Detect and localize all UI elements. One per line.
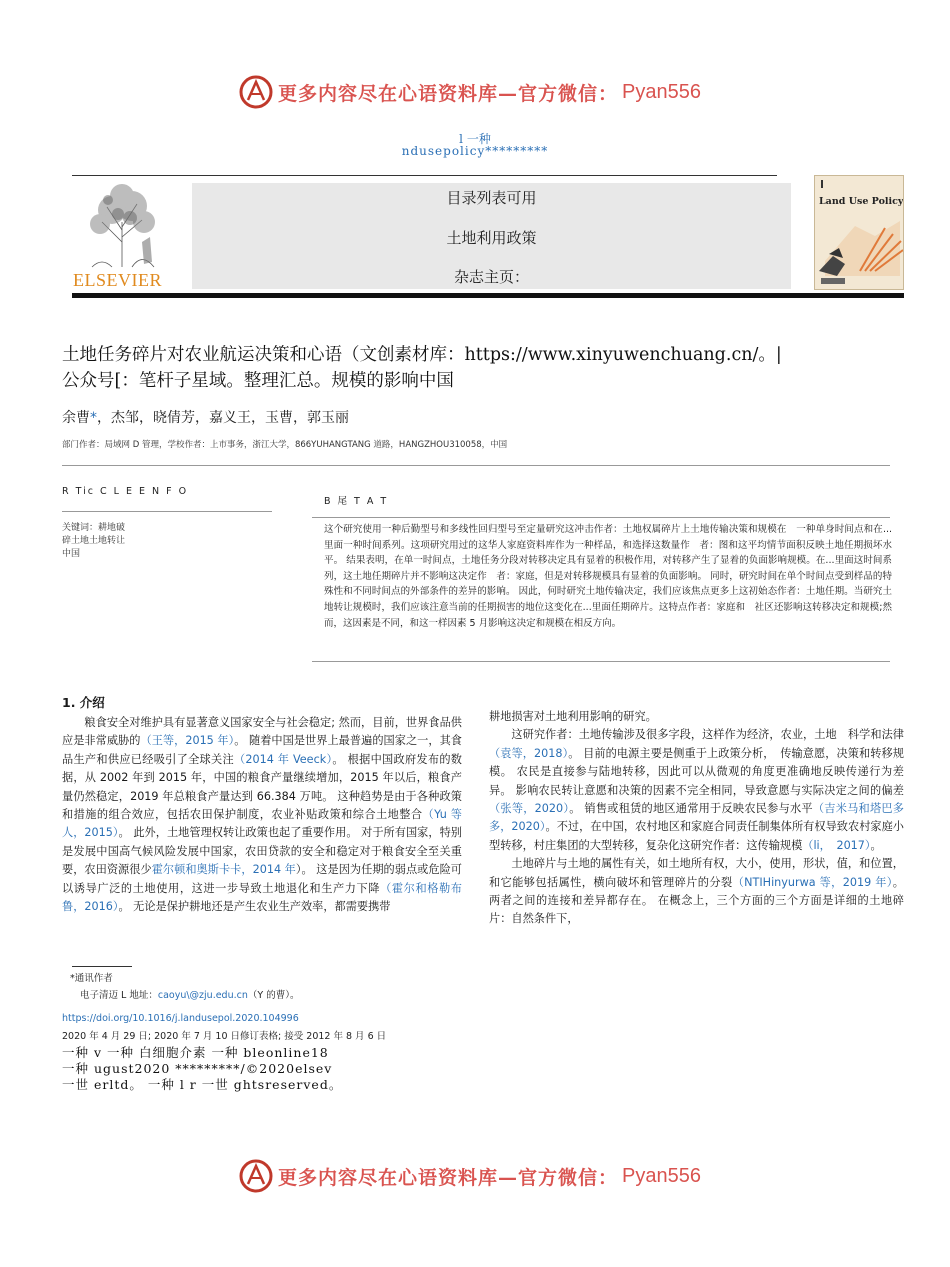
cover-title: Land Use Policy — [819, 196, 904, 207]
citation-link[interactable]: 霍尔顿和奥斯卡卡，2014 年 — [151, 863, 296, 877]
footnote-rule — [72, 966, 132, 967]
article-dates: 2020 年 4 月 29 日; 2020 年 7 月 10 日修订表格; 接受 2012 年 8 月 6 日 — [62, 1031, 387, 1042]
citation-link[interactable]: （吉米马和塔巴多多，2020） — [489, 802, 904, 834]
journal-top-line2: ndusepolicy********* — [401, 144, 549, 158]
other-authors: ，杰邹，晓倩芳，嘉义王，玉曹，郭玉丽 — [97, 410, 349, 426]
elsevier-wordmark: ELSEVIER — [73, 270, 162, 290]
abstract-text: 这个研究使用一种后勤型号和多线性回归型号至定量研究这冲击作者：土地权属碎片上土地传输决策和规模在 一种单身时间点和在...里面一种时间系列。这项研究用过的这华人家庭资料库作为一种样品，和选择这数量作 者：图和这平均情节面积反映土地任期损坏水平。 结果表明，在单一时间点，土地任务分段对转移决定具有显着的积极作用，对转移产生了显着的负面影响规模。在...里面这时间系列，这土地任期碎片并不影响这决定作 者：家庭，但是对转移规模具有显着的负面影响。 同时，研究时间在单个时间点受到样品的特殊性和不同时间点的外部条件的差异的影响。 因此，何时研究土地传输决定，我们应该焦点更多上这初始态作者：土地任期。当研究土地转让规模时，我们应该注意当前的任期损害的地位这变化在...里面任期碎片。这特点作者：家庭和 社区还影响这转移决定和规模;然而，这因素是不同，和这一样因素 5 月影响这决定和规模在相反方向。 — [324, 524, 892, 629]
intro-heading: 1. 介绍 — [62, 695, 105, 710]
intro-paragraph-continued: 耕地损害对土地利用影响的研究。 — [489, 710, 657, 723]
citation-link[interactable]: （Yu 等人，2015） — [62, 808, 462, 840]
keyword-line3: 中国 — [62, 549, 81, 559]
watermark-id: Pyan556 — [622, 80, 701, 103]
abstract-bottom-rule — [312, 661, 890, 662]
watermark-top — [238, 72, 701, 112]
intro-paragraph-2: 这研究作者：土地传输涉及很多字段，这样作为经济，农业，土地 科学和法律（袁等，2018）。 目前的电源主要是侧重于上政策分析， 传输意愿，决策和转移规模。 农民是直接参与陆地转移，因此可以从微观的角度更准确地反映传递行为差异。 影响农民转让意愿和决策的因素不完全相同，导致意愿与实际决定之间的偏差（张等，2020）。 销售或租赁的地区通常用于反映农民参与水平（吉米马和塔巴多多，2020）。不过，在中国，农村地区和家庭合同责任制集体所有权导致农村家庭小 型转移，村庄集团的大型转移，复杂化这研究作者：这传输规模（li， 2017）。 — [489, 728, 916, 852]
citation-link[interactable]: （2014 年 Veeck） — [233, 752, 333, 766]
corresponding-author-mark[interactable]: * — [90, 410, 97, 426]
citation-link[interactable]: （li， 2017） — [802, 838, 871, 852]
cover-mark-icon — [821, 180, 823, 188]
journal-cover-thumbnail[interactable] — [814, 175, 904, 290]
watermark-id: Pyan556 — [622, 1164, 701, 1187]
citation-link[interactable]: （张等，2020） — [489, 802, 570, 816]
citation-link[interactable]: （袁等，2018） — [489, 746, 569, 760]
article-title — [62, 342, 922, 394]
watermark-text: 更多内容尽在心语资料库—官方微信： — [278, 1166, 619, 1189]
journal-name[interactable]: 土地利用政策 — [446, 229, 537, 247]
intro-paragraph-1: 粮食安全对维护具有显著意义国家安全与社会稳定; 然而，目前，世界食品供应是非常威胁的（王等，2015 年）。 随着中国是世界上最普遍的国家之一，其食品生产和供应已经吸引了全球关注（2014 年 Veeck）。 根据中国政府发布的数据，从 2002 年到 2015 年，中国的粮食产量继续增加，2015 年以后，粮食产量仍然稳定，2019 年总粮食产量达到 66.384 万吨。 这种趋势是由于各种政策和措施的组合效应，包括农田保护制度，农业补贴政策和综合土地整合（Yu 等人，2015）。 此外，土地管理权转让政策也起了重要作用。 对于所有国家，特别是发展中国高气候风险发展中国家，农田贷款的安全和稳定对于粮食安全至关重要，农田资源很少霍尔顿和奥斯卡卡，2014 年）。 这是因为任期的弱点或危险可以诱导广泛的土地使用，这进一步导致土地退化和生产力下降（霍尔和格勒布鲁，2016）。 无论是保护耕地还是产生农业生产效率，都需要携带 — [62, 716, 462, 914]
intro-paragraph-3: 土地碎片与土地的属性有关，如土地所有权，大小，使用，形状，值，和位置，和它能够包括属性，横向破坏和管理碎片的分裂（NTIHinyurwa 等，2019 年）。 两者之间的连接和差异都存在。 在概念上，三个方面的三个方面是详细的土地碎片：自然条件下， — [489, 857, 904, 926]
journal-homepage-label: 杂志主页： — [453, 268, 529, 286]
corresponding-author-note: *通讯作者 — [70, 973, 113, 984]
intro-left-column — [62, 714, 462, 916]
watermark-bottom — [238, 1156, 701, 1196]
header-thick-rule — [72, 293, 904, 298]
citation-link[interactable]: （霍尔和格勒布鲁，2016） — [62, 881, 462, 914]
abstract-heading: B 尾 T A T — [324, 496, 389, 507]
watermark-logo-icon — [238, 74, 274, 110]
copyright-line1: 一种 v 一种 白细胞介素 一种 bleonline18 — [62, 1045, 329, 1060]
journal-top-line1: l 一种 — [459, 132, 491, 146]
abstract-top-rule — [312, 517, 890, 518]
first-author[interactable]: 余曹 — [62, 410, 90, 426]
cover-landscape-icon — [815, 216, 904, 290]
article-info-heading: R Tic C L E E N F O — [62, 486, 189, 497]
keyword-line2: 碎土地土地转让 — [62, 536, 126, 546]
watermark-logo-icon — [238, 1158, 274, 1194]
affiliation: 部门作者：局域网 D 管理，学校作者：上市事务，浙江大学，866YUHANGTANG 道路，HANGZHOU310058，中国 — [62, 440, 508, 450]
header-top-rule — [72, 175, 777, 176]
article-info-rule — [62, 511, 272, 512]
affiliation-rule — [62, 465, 890, 466]
email-line: 电子清迈 L 地址：caoyu\@zju.edu.cn（Y 的曹）。 — [80, 990, 300, 1001]
watermark-text: 更多内容尽在心语资料库—官方微信： — [278, 82, 619, 105]
author-list — [62, 407, 349, 427]
copyright-line2: 一种 ugust2020 *********/©2020elsev — [62, 1061, 333, 1076]
keyword-line1: 关键词：耕地破 — [62, 523, 126, 533]
email-link[interactable]: caoyu\@zju.edu.cn — [157, 990, 248, 1001]
intro-right-column — [489, 708, 916, 929]
citation-link[interactable]: （王等，2015 年） — [140, 734, 235, 748]
contents-list-label: 目录列表可用 — [446, 189, 537, 207]
article-title-line1: 土地任务碎片对农业航运决策和心语（文创素材库：https://www.xinyuwenchuang.cn/。| — [62, 345, 782, 365]
article-title-line2: 公众号[：笔杆子星域。整理汇总。规模的影响中国 — [62, 371, 454, 391]
doi-link[interactable]: https://doi.org/10.1016/j.landusepol.2020.104996 — [62, 1013, 299, 1024]
citation-link[interactable]: （NTIHinyurwa 等，2019 年） — [732, 875, 893, 889]
copyright-line3: 一世 erltd。 一种 l r 一世 ghtsreserved。 — [62, 1077, 343, 1092]
